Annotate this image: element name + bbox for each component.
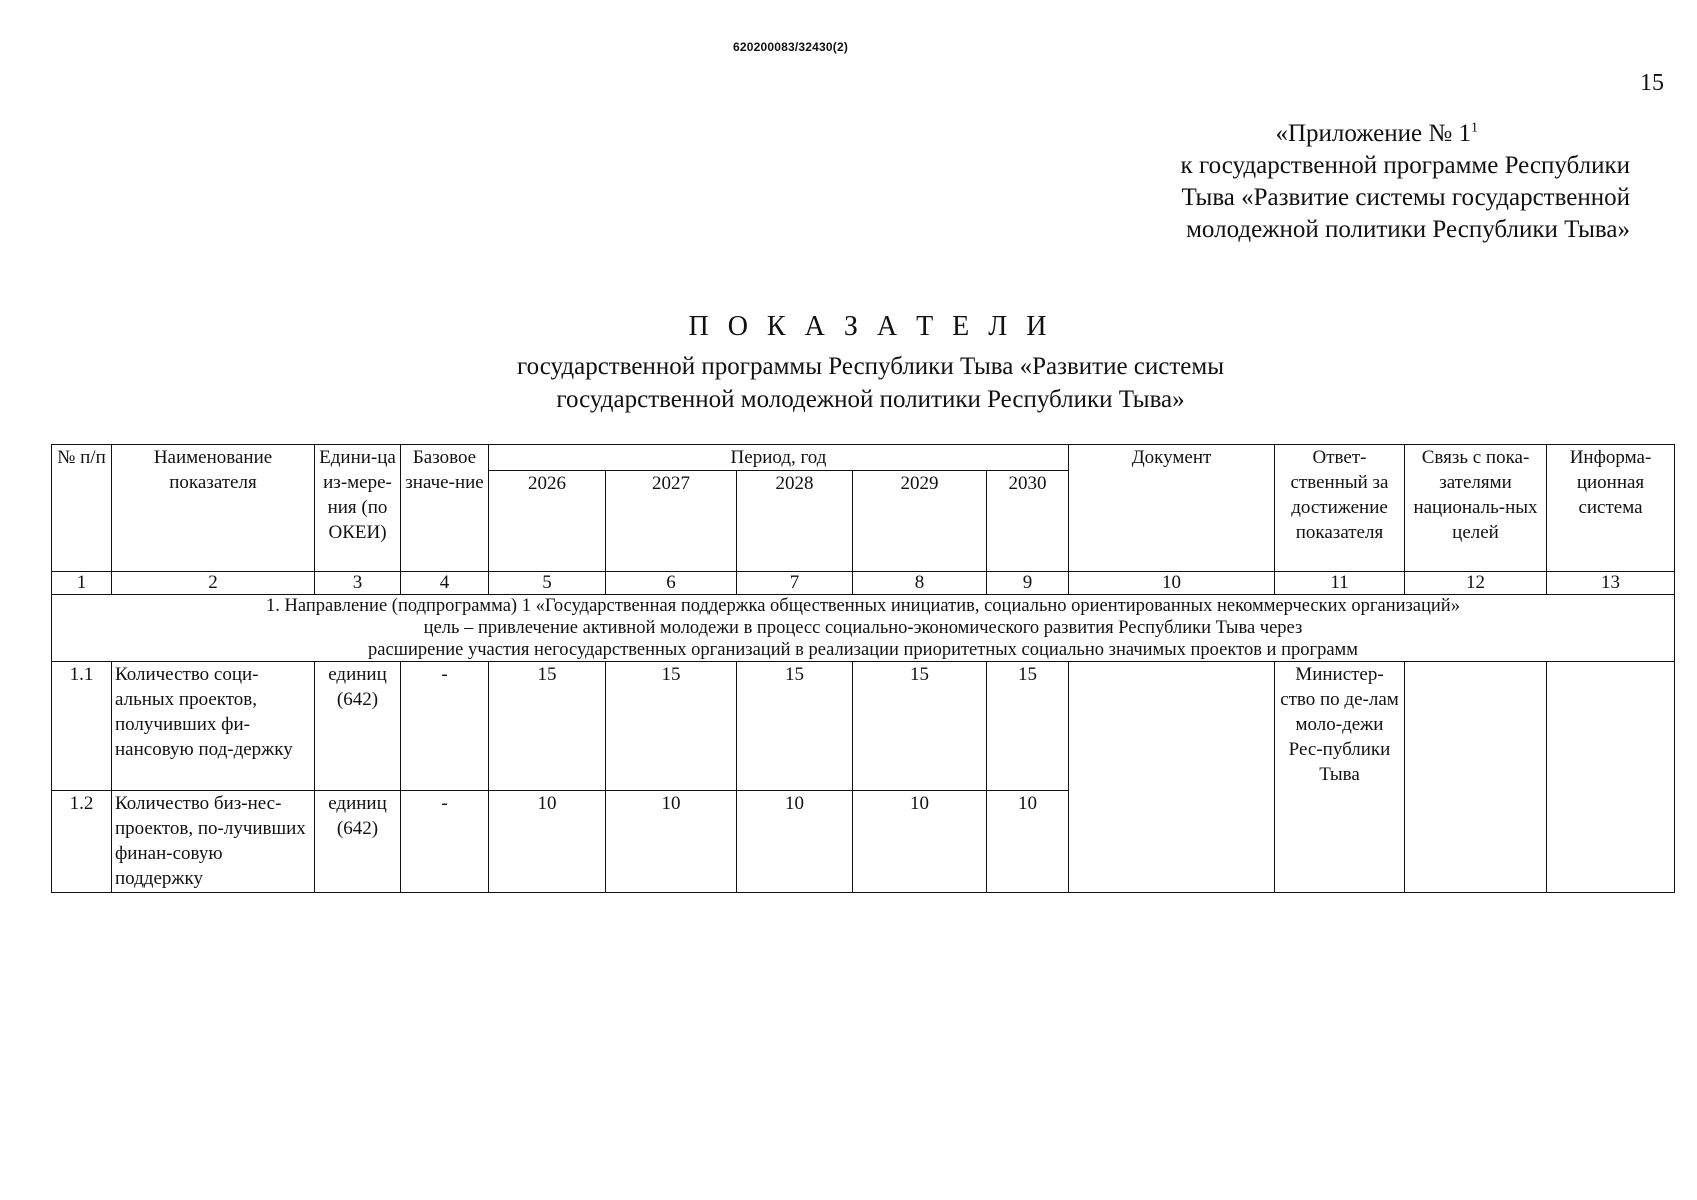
- row-name: Количество соци-альных проектов, получивших фи-нансовую под-держку: [112, 662, 315, 791]
- col-index: 2: [112, 572, 315, 595]
- header-responsible: Ответ-ственный за достижение показателя: [1275, 445, 1405, 572]
- appendix-line-3: Тыва «Развитие системы государственной: [1181, 184, 1630, 211]
- column-index-row: [52, 572, 1675, 595]
- table-row: [52, 662, 1675, 791]
- col-index: 9: [987, 572, 1069, 595]
- row-value: 10: [606, 791, 737, 893]
- header-base: Базовое значе-ние: [401, 445, 489, 572]
- header-name: Наименование показателя: [112, 445, 315, 572]
- header-year: 2030: [987, 471, 1069, 572]
- row-num: 1.1: [52, 662, 112, 791]
- section-goal-line-1: цель – привлечение активной молодежи в процесс социально-экономического развития Республики Тыва через: [423, 618, 1303, 638]
- document-subtitle: [0, 350, 1697, 416]
- row-base: -: [401, 662, 489, 791]
- row-value: 15: [853, 662, 987, 791]
- col-index: 3: [315, 572, 401, 595]
- indicators-table: [51, 444, 1675, 893]
- header-year: 2029: [853, 471, 987, 572]
- header-year: 2028: [737, 471, 853, 572]
- header-year: 2026: [489, 471, 606, 572]
- section-goal-line-2: расширение участия негосударственных организаций в реализации приоритетных социально значимых проектов и программ: [368, 640, 1358, 660]
- row-unit: единиц (642): [315, 662, 401, 791]
- row-infosys: [1547, 662, 1675, 893]
- appendix-line-4: молодежной политики Республики Тыва»: [1186, 216, 1630, 243]
- row-link: [1405, 662, 1547, 893]
- document-number: 620200083/32430(2): [733, 40, 849, 54]
- row-value: 10: [489, 791, 606, 893]
- row-value: 10: [987, 791, 1069, 893]
- row-base: -: [401, 791, 489, 893]
- section-title: 1. Направление (подпрограмма) 1 «Государственная поддержка общественных инициатив, социально ориентированных некоммерческих организаций»: [266, 596, 1460, 616]
- col-index: 1: [52, 572, 112, 595]
- row-responsible: Министер-ство по де-лам моло-дежи Рес-публики Тыва: [1275, 662, 1405, 893]
- col-index: 11: [1275, 572, 1405, 595]
- subtitle-line-1: государственной программы Республики Тыва «Развитие системы: [516, 353, 1225, 380]
- document-title: П О К А З А Т Е Л И: [688, 311, 1053, 342]
- col-index: 4: [401, 572, 489, 595]
- col-index: 7: [737, 572, 853, 595]
- appendix-line-1: «Приложение № $1^1$: [1275, 120, 1478, 147]
- row-name: Количество биз-нес-проектов, по-лучивших финан-совую поддержку: [112, 791, 315, 893]
- header-period: Период, год: [489, 445, 1069, 471]
- page-number: 15: [1640, 70, 1664, 96]
- header-link: Связь с пока-зателями националь-ных целей: [1405, 445, 1547, 572]
- row-unit: единиц (642): [315, 791, 401, 893]
- col-index: 13: [1547, 572, 1675, 595]
- appendix-line-2: к государственной программе Республики: [1180, 152, 1630, 179]
- col-index: 5: [489, 572, 606, 595]
- header-row-1: [52, 445, 1675, 471]
- section-row: [52, 595, 1675, 662]
- col-index: 10: [1069, 572, 1275, 595]
- row-value: 10: [853, 791, 987, 893]
- col-index: 12: [1405, 572, 1547, 595]
- col-index: 6: [606, 572, 737, 595]
- appendix-heading: [1090, 118, 1630, 246]
- row-value: 15: [737, 662, 853, 791]
- header-num: № п/п: [52, 445, 112, 572]
- header-document: Документ: [1069, 445, 1275, 572]
- section-cell: [52, 595, 1675, 662]
- header-year: 2027: [606, 471, 737, 572]
- col-index: 8: [853, 572, 987, 595]
- header-unit: Едини-ца из-мере-ния (по ОКЕИ): [315, 445, 401, 572]
- row-num: 1.2: [52, 791, 112, 893]
- subtitle-line-2: государственной молодежной политики Республики Тыва»: [556, 386, 1185, 413]
- row-value: 15: [606, 662, 737, 791]
- header-infosys: Информа-ционная система: [1547, 445, 1675, 572]
- row-value: 10: [737, 791, 853, 893]
- appendix-superscript: 1: [1471, 120, 1478, 136]
- row-value: 15: [987, 662, 1069, 791]
- row-value: 15: [489, 662, 606, 791]
- row-document: [1069, 662, 1275, 893]
